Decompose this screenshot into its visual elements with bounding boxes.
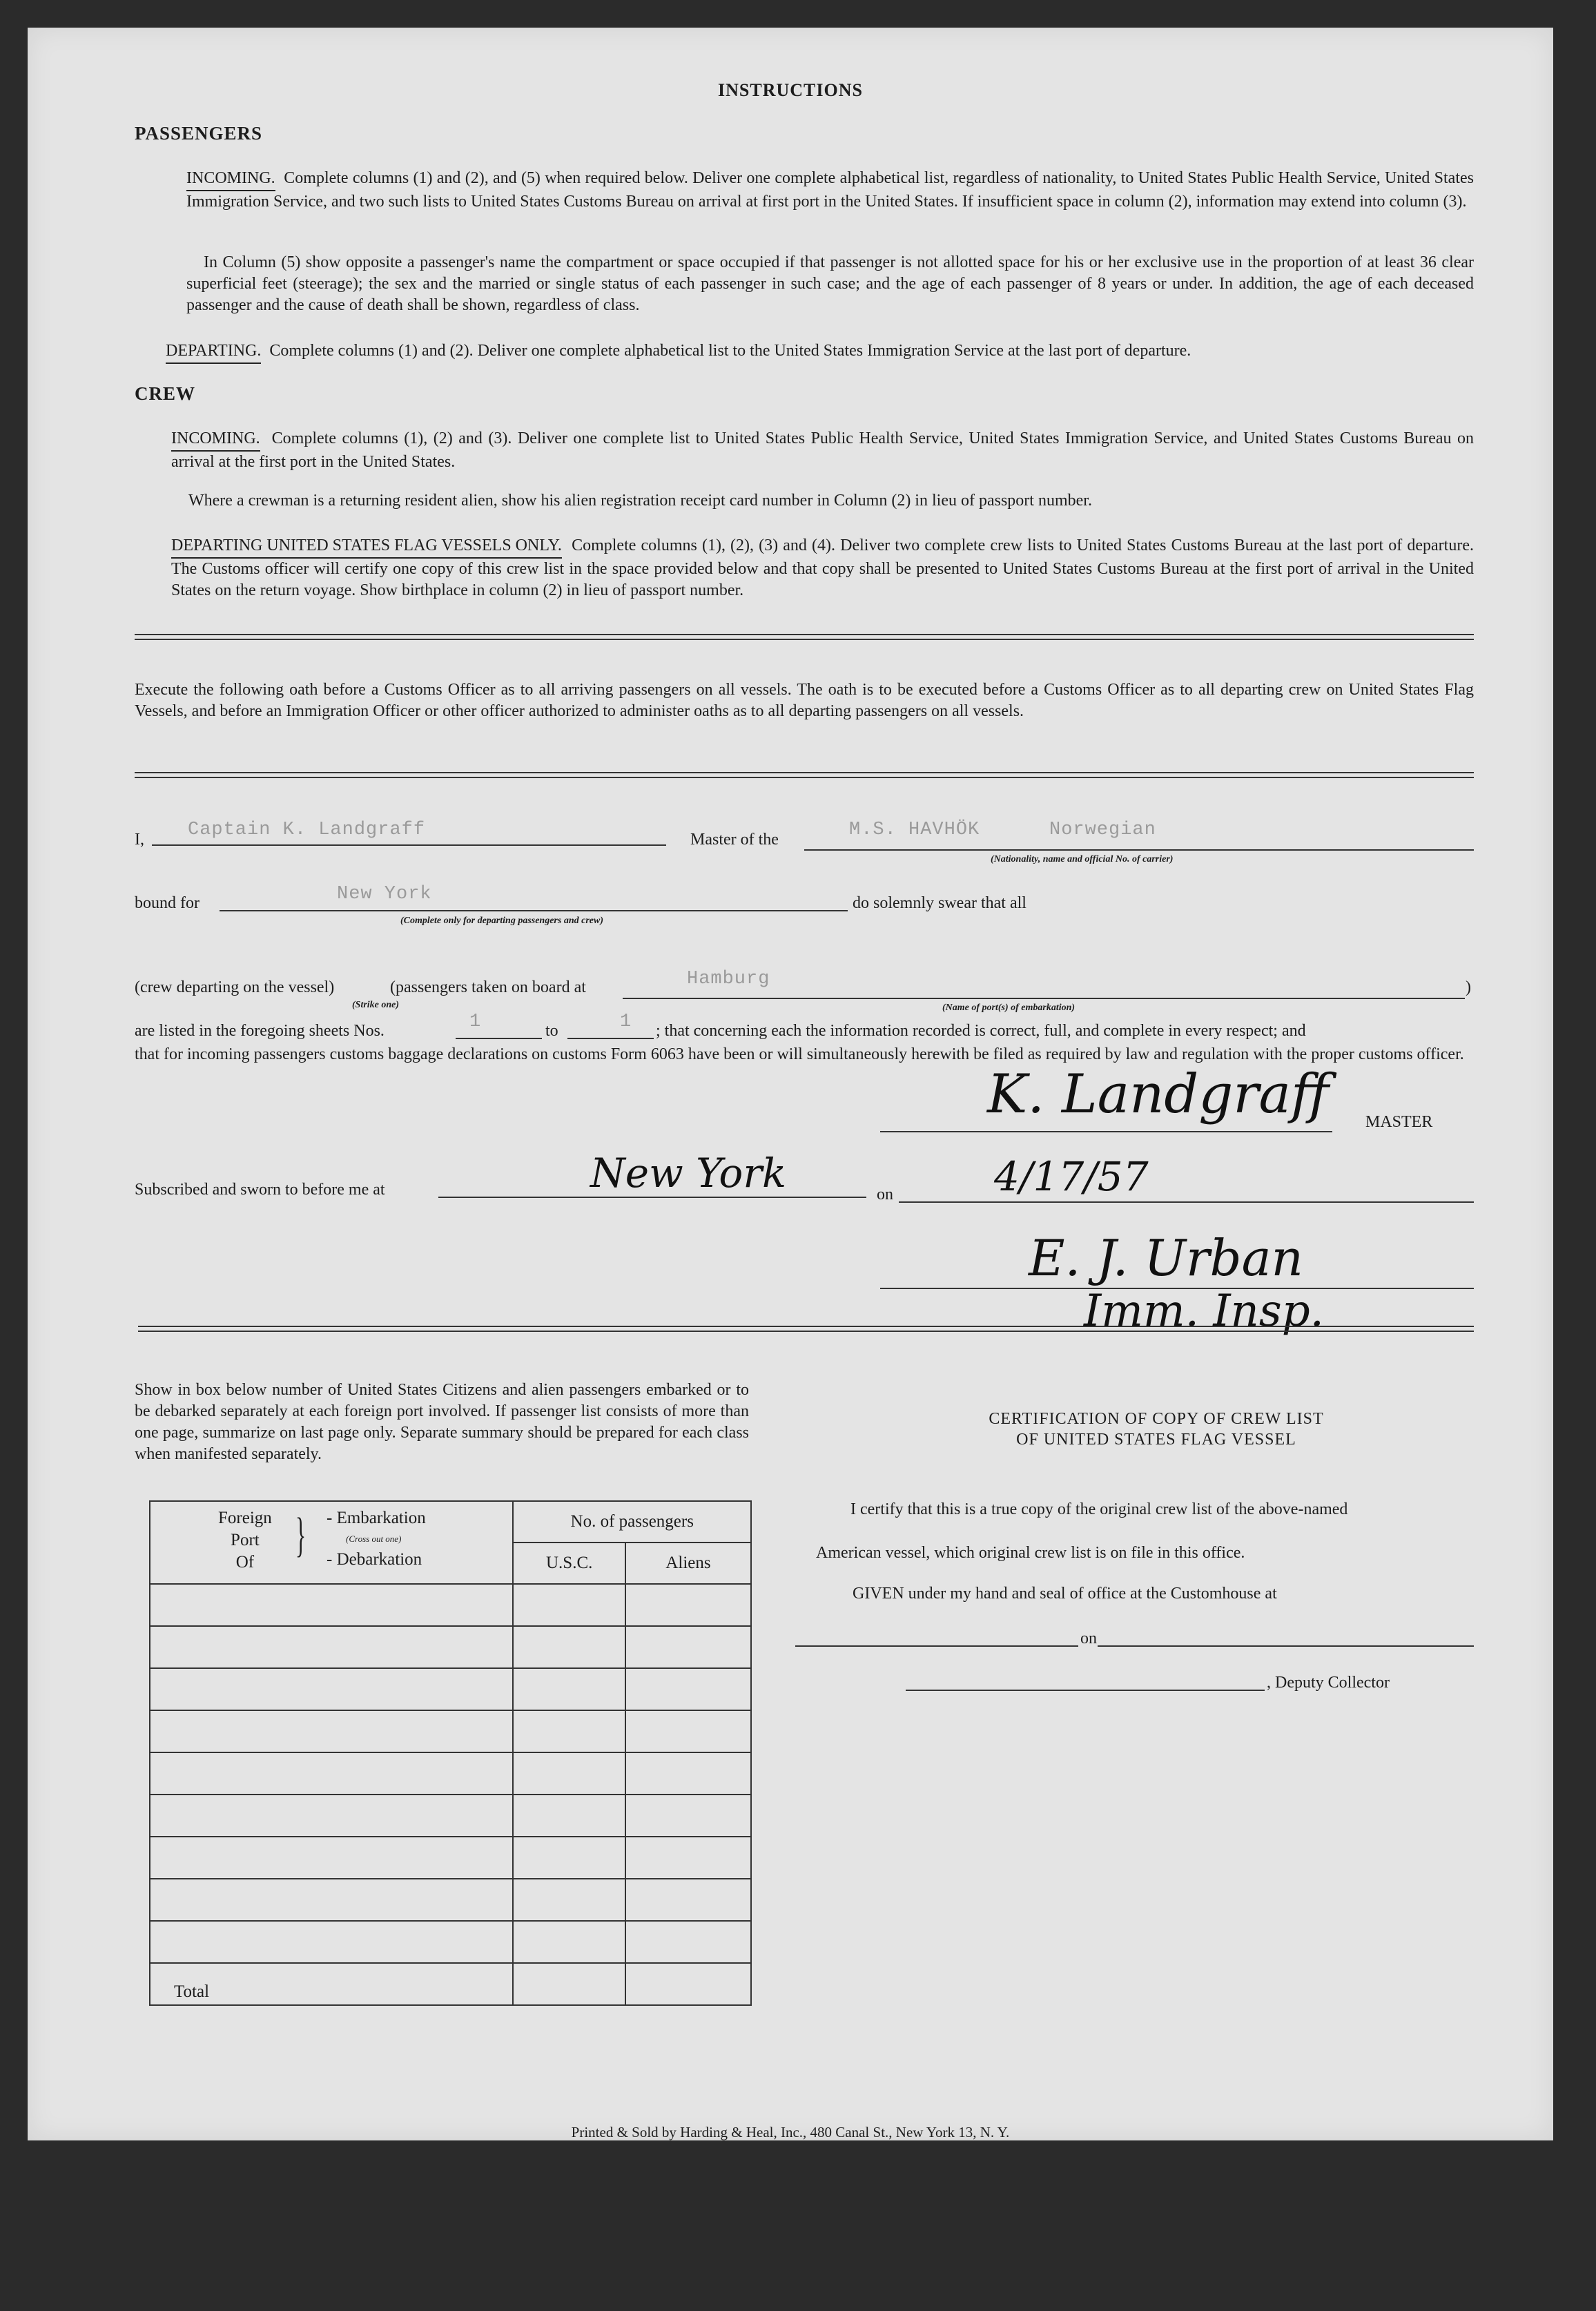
aliens-cell[interactable] — [625, 1837, 751, 1879]
crew-incoming-paragraph — [171, 428, 1474, 473]
crew-flag-vessels-text: Complete columns (1), (2), (3) and (4). Deliver two complete crew lists to United States Customs Bureau at the last port of departure. The Customs officer will certify one copy of this crew list in the space provided below and that copy shall be presented to United States Customs Bureau at the first port of arrival in the United States on the return voyage. Show birthplace in column (2) in lieu of passport number. — [171, 536, 1474, 599]
certification-heading-2: OF UNITED STATES FLAG VESSEL — [1016, 1431, 1296, 1449]
bound-for-label: bound for — [135, 894, 200, 912]
sheet-to-line — [567, 1038, 654, 1039]
passengers-incoming-label: INCOMING. — [186, 168, 275, 191]
strike-one-caption: (Strike one) — [352, 1000, 400, 1010]
aliens-total-cell[interactable] — [625, 1963, 751, 2005]
sworn-place: New York — [590, 1150, 787, 1197]
table-row — [150, 1584, 751, 1626]
divider — [135, 772, 1474, 773]
aliens-cell[interactable] — [625, 1879, 751, 1921]
port-cell[interactable] — [150, 1837, 513, 1879]
usc-total-cell[interactable] — [513, 1963, 625, 2005]
port-cell[interactable] — [150, 1795, 513, 1837]
aliens-header: Aliens — [625, 1543, 751, 1584]
sworn-date-line — [899, 1201, 1474, 1203]
crew-flag-vessels-paragraph — [171, 535, 1474, 601]
cross-out-caption: (Cross out one) — [346, 1534, 402, 1544]
foreign-label: Foreign — [218, 1509, 272, 1527]
usc-cell[interactable] — [513, 1710, 625, 1752]
usc-cell[interactable] — [513, 1626, 625, 1668]
port-cell[interactable] — [150, 1626, 513, 1668]
passengers-incoming-text: Complete columns (1) and (2), and (5) when required below. Deliver one complete alphabetical list, regardless of nationality, to United States Public Health Service, United States Immigration Service, and two such lists to United States Customs Bureau on arrival at first port in the United States. If insufficient space in column (2), information may extend into column (3). — [186, 169, 1474, 211]
sworn-date: 4/17/57 — [994, 1153, 1149, 1200]
of-label: Of — [235, 1553, 255, 1572]
subscribed-label: Subscribed and sworn to before me at — [135, 1181, 385, 1199]
usc-cell[interactable] — [513, 1837, 625, 1879]
divider — [138, 1326, 1474, 1327]
deputy-collector-label: , Deputy Collector — [1267, 1674, 1390, 1692]
aliens-cell[interactable] — [625, 1626, 751, 1668]
vessel-caption: (Nationality, name and official No. of carrier) — [991, 854, 1174, 864]
crew-heading: CREW — [135, 383, 196, 404]
usc-cell[interactable] — [513, 1668, 625, 1710]
listed-label: are listed in the foregoing sheets Nos. — [135, 1022, 385, 1040]
aliens-cell[interactable] — [625, 1710, 751, 1752]
deputy-collector-line[interactable] — [906, 1690, 1265, 1691]
total-row — [150, 1963, 751, 2005]
master-name-line — [152, 844, 666, 846]
usc-cell[interactable] — [513, 1752, 625, 1795]
cert-date-line[interactable] — [1098, 1645, 1474, 1647]
table-row — [150, 1668, 751, 1710]
divider — [138, 1331, 1474, 1332]
port-label: Port — [231, 1531, 260, 1549]
port-caption: (Name of port(s) of embarkation) — [942, 1003, 1076, 1013]
aliens-cell[interactable] — [625, 1752, 751, 1795]
passengers-incoming-paragraph — [186, 168, 1474, 213]
master-signature: K. Landgraff — [987, 1063, 1330, 1125]
officer-signature: E. J. Urban — [1029, 1229, 1303, 1287]
sworn-on-label: on — [877, 1186, 893, 1203]
close-paren: ) — [1466, 978, 1471, 996]
i-label: I, — [135, 831, 144, 849]
crew-incoming-label: INCOMING. — [171, 428, 260, 452]
crew-incoming-text: Complete columns (1), (2) and (3). Deliver one complete list to United States Public Health Service, United States Immigration Service, and United States Customs Bureau on arrival at the first port in the United States. — [171, 429, 1475, 471]
certify-text-2: American vessel, which original crew list is on file in this office. — [816, 1544, 1245, 1562]
port-embarkation-field[interactable]: Hamburg — [687, 969, 770, 989]
table-row — [150, 1795, 751, 1837]
table-row — [150, 1752, 751, 1795]
passengers-departing-text: Complete columns (1) and (2). Deliver one complete alphabetical list to the United States Immigration Service at the last port of departure. — [269, 342, 1191, 360]
num-passengers-header: No. of passengers — [513, 1501, 751, 1543]
usc-cell[interactable] — [513, 1879, 625, 1921]
passengers-column5-paragraph: In Column (5) show opposite a passenger's name the compartment or space occupied if that passenger is not allotted space for his or her exclusive use in the proportion of at least 36 clear superficial feet (steerage); the sex and the married or single status of each passenger in such case; and the age of each passenger of 8 years or under. In addition, the age of each deceased passenger and the cause of death shall be shown, regardless of class. — [186, 253, 1474, 314]
divider — [135, 634, 1474, 635]
port-cell[interactable] — [150, 1710, 513, 1752]
aliens-cell[interactable] — [625, 1921, 751, 1963]
usc-cell[interactable] — [513, 1921, 625, 1963]
master-label: MASTER — [1365, 1113, 1433, 1131]
master-of-label: Master of the — [690, 831, 779, 849]
sheet-to-field[interactable]: 1 — [620, 1012, 632, 1032]
sheet-from-line — [456, 1038, 542, 1039]
passengers-taken-label: (passengers taken on board at — [390, 978, 586, 996]
sheet-from-field[interactable]: 1 — [469, 1012, 482, 1032]
summary-instructions: Show in box below number of United States Citizens and alien passengers embarked or to be debarked separately at each foreign port involved. If passenger list consists of more than one page, summarize on last page only. Separate summary should be prepared for each class when manifested separately. — [135, 1381, 749, 1463]
officer-title: Imm. Insp. — [1084, 1286, 1324, 1337]
cert-on-label: on — [1080, 1630, 1097, 1647]
vessel-nationality-field[interactable]: Norwegian — [1049, 820, 1156, 840]
total-label: Total — [150, 1963, 513, 2005]
table-row — [150, 1837, 751, 1879]
port-cell[interactable] — [150, 1921, 513, 1963]
listed-text: ; that concerning each the information recorded is correct, full, and complete in every respect; and — [656, 1022, 1306, 1040]
aliens-cell[interactable] — [625, 1668, 751, 1710]
table-row — [150, 1626, 751, 1668]
passengers-departing-label: DEPARTING. — [166, 340, 261, 364]
table-row — [150, 1921, 751, 1963]
printer-footer: Printed & Sold by Harding & Heal, Inc., 480 Canal St., New York 13, N. Y. — [571, 2124, 1010, 2140]
listed-text-continued: that for incoming passengers customs baggage declarations on customs Form 6063 have been or will simultaneously herewith be filed as required by law and regulation with the proper customs officer. — [135, 1045, 1464, 1063]
port-cell[interactable] — [150, 1668, 513, 1710]
passenger-summary-table — [149, 1500, 752, 2006]
port-header-cell — [150, 1501, 513, 1584]
port-embarkation-line — [623, 998, 1465, 999]
customhouse-line[interactable] — [795, 1645, 1078, 1647]
usc-cell[interactable] — [513, 1795, 625, 1837]
passengers-departing-paragraph — [166, 340, 1474, 364]
port-cell[interactable] — [150, 1879, 513, 1921]
bound-for-field[interactable]: New York — [337, 884, 432, 905]
port-cell[interactable] — [150, 1752, 513, 1795]
given-text: GIVEN under my hand and seal of office at the Customhouse at — [853, 1585, 1277, 1603]
divider — [135, 639, 1474, 640]
vessel-line — [804, 849, 1474, 851]
certify-text-1: I certify that this is a true copy of the original crew list of the above-named — [850, 1500, 1348, 1518]
usc-header: U.S.C. — [513, 1543, 625, 1584]
certification-heading-1: CERTIFICATION OF COPY OF CREW LIST — [989, 1410, 1324, 1428]
sworn-place-line — [438, 1197, 866, 1198]
table-row — [150, 1879, 751, 1921]
brace-icon: } — [295, 1509, 306, 1562]
crew-resident-paragraph: Where a crewman is a returning resident alien, show his alien registration receipt card number in Column (2) in lieu of passport number. — [188, 492, 1092, 510]
debarkation-label: - Debarkation — [327, 1550, 422, 1569]
vessel-name-field[interactable]: M.S. HAVHÖK — [849, 820, 980, 840]
instructions-title: INSTRUCTIONS — [718, 80, 863, 100]
table-row — [150, 1710, 751, 1752]
crew-flag-vessels-label: DEPARTING UNITED STATES FLAG VESSELS ONLY. — [171, 535, 562, 559]
swear-label: do solemnly swear that all — [853, 894, 1026, 912]
bound-for-caption: (Complete only for departing passengers and crew) — [400, 916, 603, 926]
oath-intro: Execute the following oath before a Customs Officer as to all arriving passengers on all vessels. The oath is to be executed before a Customs Officer as to all departing crew on United States Flag Vessels, and before an Immigration Officer or other officer authorized to administer oaths as to all departing passengers on all vessels. — [135, 681, 1474, 720]
bound-for-line — [220, 910, 848, 911]
usc-cell[interactable] — [513, 1584, 625, 1626]
embarkation-label: - Embarkation — [327, 1509, 426, 1527]
master-name-field[interactable]: Captain K. Landgraff — [188, 820, 426, 840]
divider — [135, 777, 1474, 778]
passengers-heading: PASSENGERS — [135, 123, 263, 144]
aliens-cell[interactable] — [625, 1795, 751, 1837]
form-page — [28, 28, 1553, 2140]
port-cell[interactable] — [150, 1584, 513, 1626]
crew-departing-label: (crew departing on the vessel) — [135, 978, 335, 996]
master-signature-line — [880, 1131, 1332, 1132]
aliens-cell[interactable] — [625, 1584, 751, 1626]
to-label: to — [545, 1022, 558, 1040]
